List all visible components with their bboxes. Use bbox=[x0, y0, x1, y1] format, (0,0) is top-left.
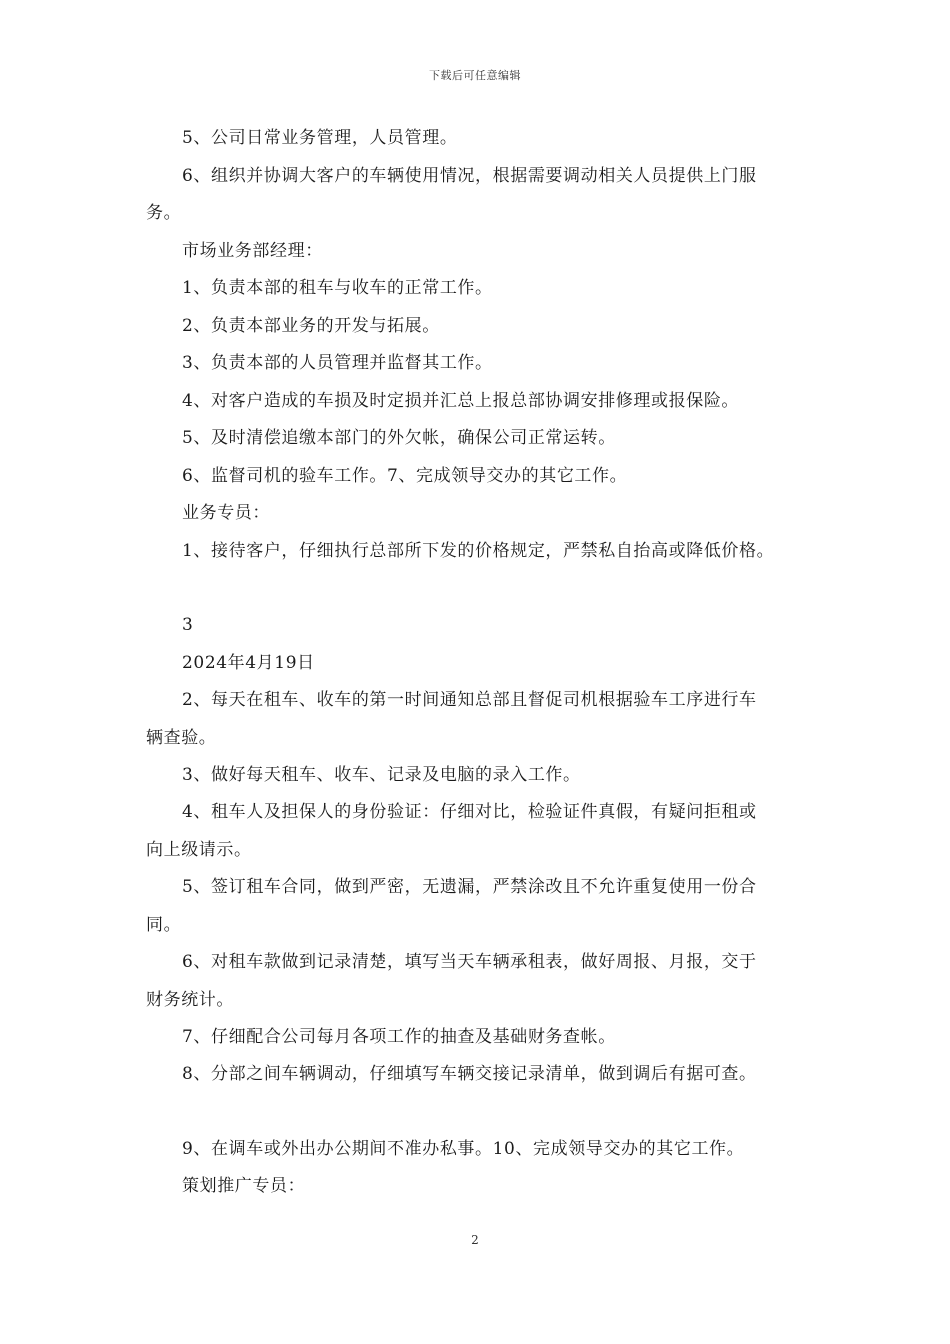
section-heading: 市场业务部经理： bbox=[182, 241, 323, 261]
paragraph-line: 5、及时清偿追缴本部门的外欠帐，确保公司正常运转。 bbox=[182, 428, 616, 448]
page-header: 下载后可任意编辑 bbox=[429, 69, 521, 82]
paragraph-line: 1、接待客户，仔细执行总部所下发的价格规定，严禁私自抬高或降低价格。 bbox=[182, 541, 775, 561]
paragraph-line: 6、监督司机的验车工作。7、完成领导交办的其它工作。 bbox=[182, 466, 628, 486]
paragraph-line: 2、负责本部业务的开发与拓展。 bbox=[182, 316, 440, 336]
paragraph-line: 9、在调车或外出办公期间不准办私事。10、完成领导交办的其它工作。 bbox=[182, 1139, 745, 1159]
page-marker: 3 bbox=[182, 615, 194, 635]
paragraph-line: 财务统计。 bbox=[146, 990, 234, 1010]
paragraph-line: 6、对租车款做到记录清楚，填写当天车辆承租表，做好周报、月报，交于 bbox=[182, 952, 757, 972]
section-heading: 策划推广专员： bbox=[182, 1176, 306, 1196]
paragraph-line: 辆查验。 bbox=[146, 728, 217, 748]
paragraph-line: 6、组织并协调大客户的车辆使用情况，根据需要调动相关人员提供上门服 bbox=[182, 166, 757, 186]
paragraph-line: 5、签订租车合同，做到严密，无遗漏，严禁涂改且不允许重复使用一份合 bbox=[182, 877, 757, 897]
paragraph-line: 务。 bbox=[146, 203, 182, 223]
paragraph-line: 4、租车人及担保人的身份验证：仔细对比，检验证件真假，有疑问拒租或 bbox=[182, 802, 757, 822]
paragraph-line: 3、做好每天租车、收车、记录及电脑的录入工作。 bbox=[182, 765, 581, 785]
paragraph-line: 7、仔细配合公司每月各项工作的抽查及基础财务查帐。 bbox=[182, 1027, 616, 1047]
section-heading: 业务专员： bbox=[182, 503, 270, 523]
page-number: 2 bbox=[471, 1233, 479, 1247]
paragraph-line: 8、分部之间车辆调动，仔细填写车辆交接记录清单，做到调后有据可查。 bbox=[182, 1064, 757, 1084]
paragraph-line: 3、负责本部的人员管理并监督其工作。 bbox=[182, 353, 493, 373]
paragraph-line: 向上级请示。 bbox=[146, 840, 252, 860]
paragraph-line: 4、对客户造成的车损及时定损并汇总上报总部协调安排修理或报保险。 bbox=[182, 391, 740, 411]
paragraph-line: 1、负责本部的租车与收车的正常工作。 bbox=[182, 278, 493, 298]
paragraph-line: 2、每天在租车、收车的第一时间通知总部且督促司机根据验车工序进行车 bbox=[182, 690, 757, 710]
paragraph-line: 5、公司日常业务管理，人员管理。 bbox=[182, 128, 458, 148]
paragraph-line: 同。 bbox=[146, 915, 182, 935]
date-line: 2024年4月19日 bbox=[182, 653, 315, 673]
